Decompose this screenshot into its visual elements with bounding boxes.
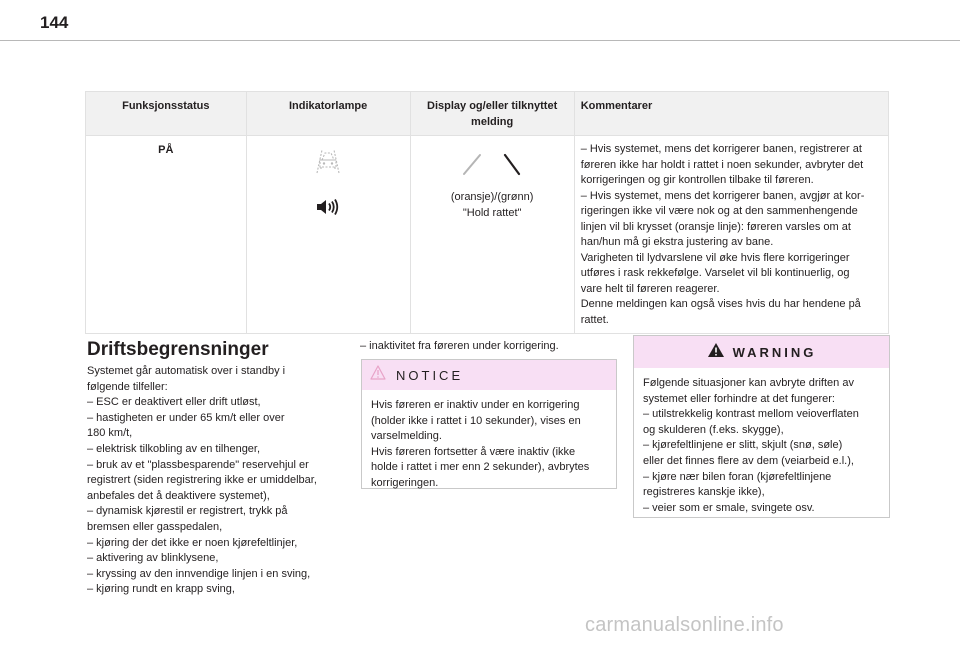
body-line: – bruk av et "plassbesparende" reservehjul er bbox=[87, 458, 309, 471]
warning-line: registreres kanskje ikke), bbox=[643, 486, 765, 499]
notice-title: NOTICE bbox=[396, 367, 464, 383]
notice-line: Hvis føreren er inaktiv under en korrigering bbox=[371, 399, 580, 411]
notice-line: korrigeringen. bbox=[371, 476, 439, 489]
comment-line: – Hvis systemet, mens det korrigerer banen, avgjør at kor- bbox=[580, 189, 865, 202]
notice-line: varselmelding. bbox=[371, 430, 442, 443]
warning-body bbox=[634, 368, 889, 524]
notice-body bbox=[362, 390, 616, 500]
status-cell bbox=[86, 136, 247, 334]
comment-line: – Hvis systemet, mens det korrigerer banen, registrerer at bbox=[580, 143, 862, 155]
top-divider bbox=[0, 40, 960, 41]
comment-line: Denne meldingen kan også vises hvis du har hendene på bbox=[580, 298, 861, 310]
audible-signal-icon bbox=[315, 198, 341, 222]
body-line: registrert (siden registrering ikke er umiddelbar, bbox=[87, 474, 317, 487]
limitations-text bbox=[87, 364, 337, 598]
notice-box bbox=[361, 359, 617, 489]
body-line: følgende tilfeller: bbox=[87, 380, 168, 393]
warning-line: eller det finnes flere av dem (veiarbeid e.l.), bbox=[643, 454, 854, 467]
comment-line: utføres i rask rekkefølge. Varselet vil bli kontinuerlig, og bbox=[580, 267, 850, 279]
comment-line: føreren ikke har holdt i rattet i noen sekunder, avbryter det bbox=[580, 158, 864, 171]
watermark: carmanualsonline.info bbox=[585, 614, 784, 636]
comment-line: rigeringen ikke vil være nok og at den sammenhengende bbox=[580, 205, 858, 217]
body-line: – hastigheten er under 65 km/t eller over bbox=[87, 411, 285, 424]
warning-triangle-icon bbox=[707, 342, 725, 363]
comment-line: Varigheten til lydvarslene vil øke hvis flere korrigeringer bbox=[580, 251, 850, 264]
warning-line: – veier som er smale, svingete osv. bbox=[643, 501, 815, 514]
warning-line: – kjøre nær bilen foran (kjørefeltlinjene bbox=[643, 470, 832, 483]
table-header-row bbox=[86, 92, 889, 136]
comment-line: vare helt til føreren reagerer. bbox=[580, 282, 720, 295]
header-display: Display og/eller tilknyttet melding bbox=[410, 92, 574, 136]
display-message-text: "Hold rattet" bbox=[462, 206, 522, 219]
comment-line: linjen vil bli krysset (oransje linje): føreren varsles om at bbox=[580, 220, 851, 233]
warning-line: – kjørefeltlinjene er slitt, skjult (snø, søle) bbox=[643, 439, 843, 452]
notice-line: holde i rattet i mer enn 2 sekunder), avbrytes bbox=[371, 461, 590, 474]
warning-box bbox=[633, 335, 890, 518]
body-line: anbefales det å deaktivere systemet), bbox=[87, 489, 270, 502]
warning-line: og skulderen (f.eks. skygge), bbox=[643, 423, 784, 436]
warning-title: WARNING bbox=[732, 344, 817, 360]
notice-header bbox=[362, 360, 616, 390]
continued-line: – inaktivitet fra føreren under korrigering. bbox=[360, 340, 559, 352]
orange-lane-line-icon bbox=[461, 152, 483, 182]
green-lane-line-icon bbox=[501, 152, 523, 182]
section-heading: Driftsbegrensninger bbox=[87, 339, 269, 360]
lane-keeping-warning-lamp-icon bbox=[313, 148, 343, 182]
notice-line: (holder ikke i rattet i 10 sekunder), vises en bbox=[371, 414, 581, 427]
body-line: – kjøring rundt en krapp sving, bbox=[87, 583, 235, 596]
body-line: bremsen eller gasspedalen, bbox=[87, 520, 223, 533]
status-table bbox=[85, 91, 889, 334]
body-line: – ESC er deaktivert eller drift utløst, bbox=[87, 396, 261, 409]
indicator-cell bbox=[246, 136, 410, 334]
body-line: – kryssing av den innvendige linjen i en sving, bbox=[87, 567, 311, 580]
notice-line: Hvis føreren fortsetter å være inaktiv (ikke bbox=[371, 445, 576, 458]
body-line: – elektrisk tilkobling av en tilhenger, bbox=[87, 442, 261, 455]
body-line: 180 km/t, bbox=[87, 427, 133, 440]
warning-header bbox=[634, 336, 889, 368]
warning-line: – utilstrekkelig kontrast mellom veioverflaten bbox=[643, 408, 859, 421]
warning-line: Følgende situasjoner kan avbryte driften av bbox=[643, 377, 854, 389]
table-row bbox=[86, 136, 889, 334]
comments-cell bbox=[574, 136, 888, 334]
body-line: – kjøring der det ikke er noen kjørefeltlinjer, bbox=[87, 536, 298, 549]
comment-line: korrigeringen og gir kontrollen tilbake til føreren. bbox=[580, 174, 814, 186]
display-colors-text: (oransje)/(grønn) bbox=[450, 191, 534, 203]
status-value: PÅ bbox=[158, 144, 174, 156]
display-cell bbox=[410, 136, 574, 334]
body-line: – dynamisk kjørestil er registrert, trykk på bbox=[87, 505, 288, 518]
body-line: – aktivering av blinklysene, bbox=[87, 552, 219, 565]
header-comments: Kommentarer bbox=[574, 92, 888, 136]
page-number: 144 bbox=[40, 13, 69, 32]
notice-triangle-icon bbox=[370, 365, 386, 385]
comment-line: han/hun må gi ekstra justering av bane. bbox=[580, 236, 774, 248]
comment-line: rattet. bbox=[580, 313, 609, 326]
warning-line: systemet eller forhindre at det fungerer: bbox=[643, 392, 835, 405]
header-indicator: Indikatorlampe bbox=[246, 92, 410, 136]
body-line: Systemet går automatisk over i standby i bbox=[87, 365, 286, 377]
header-status: Funksjonsstatus bbox=[86, 92, 247, 136]
